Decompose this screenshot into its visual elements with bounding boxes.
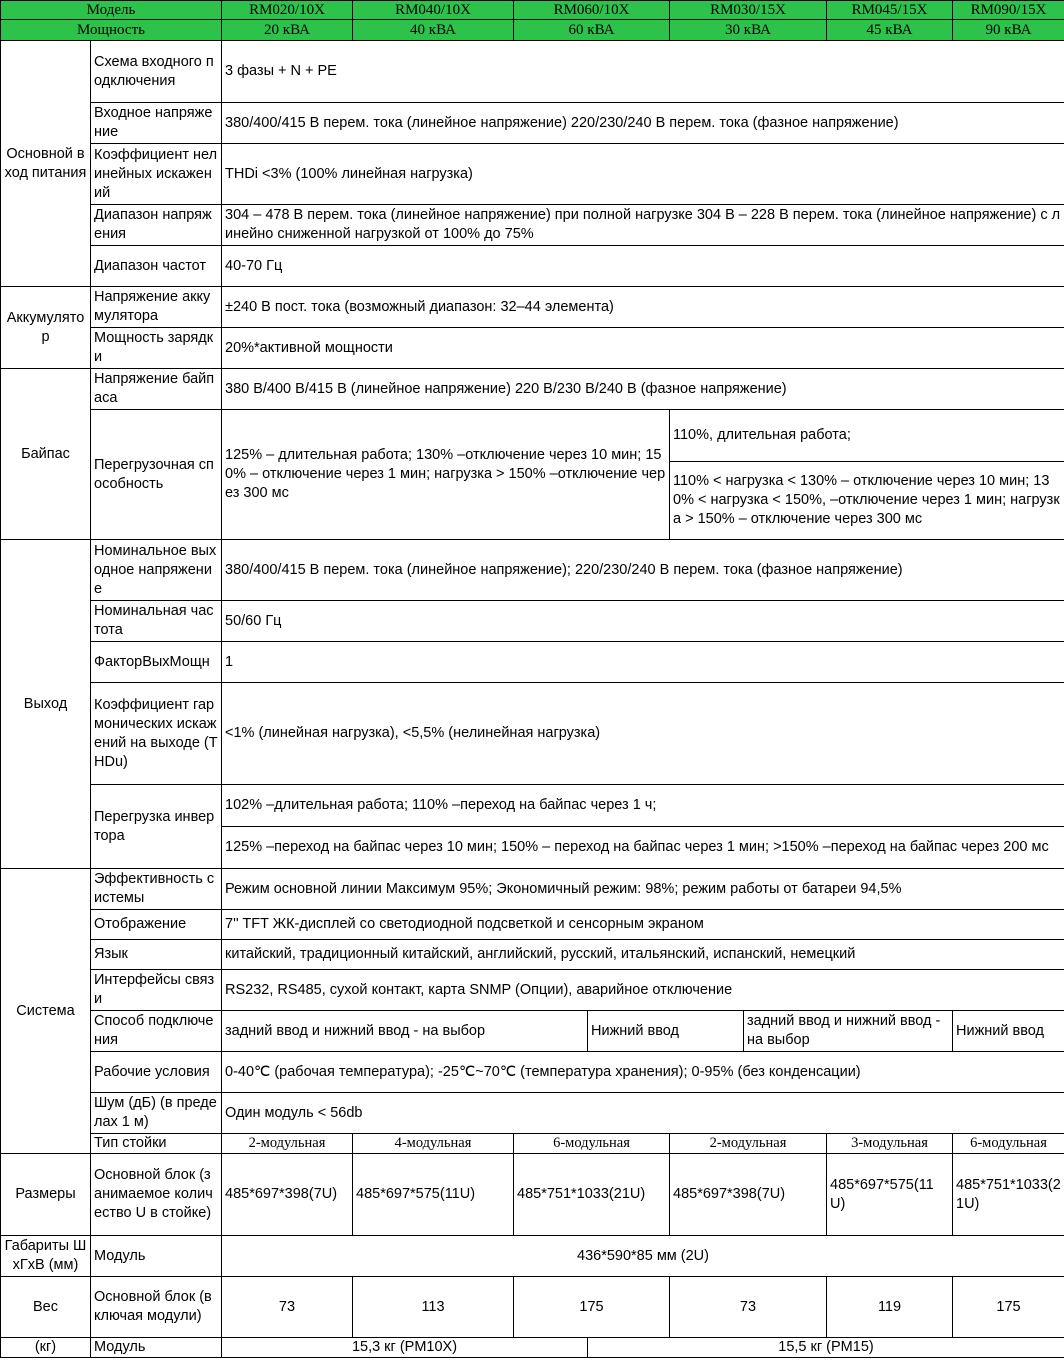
group-dimensions: Размеры (1, 1154, 91, 1236)
param-label: Напряжение байпаса (91, 369, 222, 410)
model-name: RM060/10X (514, 1, 670, 20)
param-value: 304 – 478 В перем. тока (линейное напряжение) при полной нагрузке 304 В – 228 В перем. тока (линейное напряжение) с линейно сниженной нагрузкой от 100% до 75% (222, 205, 1064, 246)
group-input: Основной вход питания (1, 41, 91, 287)
weight-value: 119 (827, 1277, 953, 1338)
param-label: Номинальная частота (91, 601, 222, 642)
param-label: Диапазон напряжения (91, 205, 222, 246)
table-row (1, 287, 1064, 328)
param-value: 0-40℃ (рабочая температура); -25℃~70℃ (температура хранения); 0-95% (без конденсации) (222, 1052, 1064, 1093)
param-value: Режим основной линии Максимум 95%; Экономичный режим: 98%; режим работы от батареи 94,5% (222, 869, 1064, 910)
group-weight: Вес (1, 1277, 91, 1338)
table-row (1, 601, 1064, 642)
param-value: Нижний ввод (588, 1011, 744, 1052)
param-value: THDi <3% (100% линейная нагрузка) (222, 144, 1064, 205)
dimension-value: 485*697*575(11U) (353, 1154, 514, 1236)
weight-value: 113 (353, 1277, 514, 1338)
table-row (1, 1154, 1064, 1236)
power-label: Мощность (1, 20, 222, 41)
table-row (1, 103, 1064, 144)
param-value: 380 В/400 В/415 В (линейное напряжение) 220 В/230 В/240 В (фазное напряжение) (222, 369, 1064, 410)
power-value: 60 кВА (514, 20, 670, 41)
param-value: 3 фазы + N + PE (222, 41, 1064, 103)
table-row (1, 785, 1064, 827)
model-name: RM040/10X (353, 1, 514, 20)
rack-value: 2-модульная (222, 1134, 353, 1154)
power-value: 30 кВА (670, 20, 827, 41)
weight-value: 73 (670, 1277, 827, 1338)
power-value: 40 кВА (353, 20, 514, 41)
param-label: Способ подключения (91, 1011, 222, 1052)
dimension-value: 485*697*398(7U) (670, 1154, 827, 1236)
model-name: RM030/15X (670, 1, 827, 20)
group-output: Выход (1, 540, 91, 869)
table-row (1, 1052, 1064, 1093)
table-row (1, 205, 1064, 246)
power-value: 45 кВА (827, 20, 953, 41)
param-value: 15,5 кг (PM15) (588, 1338, 1064, 1358)
weight-value: 73 (222, 1277, 353, 1338)
param-value: 110% < нагрузка < 130% – отключение через 10 мин; 130% < нагрузка < 150%, –отключение через 1 мин; нагрузка > 150% – отключение через 300 мс (670, 462, 1064, 540)
table-row (1, 1338, 1064, 1358)
dimension-value: 485*697*575(11U) (827, 1154, 953, 1236)
table-row (1, 41, 1064, 103)
param-value: 125% –переход на байпас через 10 мин; 150% – переход на байпас через 1 мин; >150% –переход на байпас через 200 мс (222, 827, 1064, 869)
param-label: Отображение (91, 910, 222, 940)
param-value: 436*590*85 мм (2U) (222, 1236, 1064, 1277)
param-value: 20%*активной мощности (222, 328, 1064, 369)
dimension-value: 485*751*1033(21U) (514, 1154, 670, 1236)
param-label: Модуль (91, 1236, 222, 1277)
param-value: 7'' TFT ЖК-дисплей со светодиодной подсветкой и сенсорным экраном (222, 910, 1064, 940)
group-dimensions-units: Габариты ШхГхВ (мм) (1, 1236, 91, 1277)
table-row (1, 683, 1064, 785)
param-label: Напряжение аккумулятора (91, 287, 222, 328)
group-bypass: Байпас (1, 369, 91, 540)
model-name: RM045/15X (827, 1, 953, 20)
table-row (1, 940, 1064, 970)
param-value: <1% (линейная нагрузка), <5,5% (нелинейная нагрузка) (222, 683, 1064, 785)
param-label: Входное напряжение (91, 103, 222, 144)
param-value: 15,3 кг (PM10X) (222, 1338, 588, 1358)
model-name: RM090/15X (953, 1, 1064, 20)
param-value: ±240 В пост. тока (возможный диапазон: 32–44 элемента) (222, 287, 1064, 328)
dimension-value: 485*751*1033(21U) (953, 1154, 1064, 1236)
table-row (1, 1134, 1064, 1154)
weight-value: 175 (953, 1277, 1064, 1338)
table-row (1, 369, 1064, 410)
group-battery: Аккумулятор (1, 287, 91, 369)
table-row (1, 410, 1064, 462)
param-label: ФакторВыхМощн (91, 642, 222, 683)
param-label: Модуль (91, 1338, 222, 1358)
rack-value: 6-модульная (514, 1134, 670, 1154)
power-value: 20 кВА (222, 20, 353, 41)
param-value: 110%, длительная работа; (670, 410, 1064, 462)
model-label: Модель (1, 1, 222, 20)
table-row (1, 970, 1064, 1011)
param-label: Шум (дБ) (в пределах 1 м) (91, 1093, 222, 1134)
param-label: Мощность зарядки (91, 328, 222, 369)
group-weight-units: (кг) (1, 1338, 91, 1358)
param-label: Перегрузочная способность (91, 410, 222, 540)
table-row (1, 144, 1064, 205)
param-value: 380/400/415 В перем. тока (линейное напряжение) 220/230/240 В перем. тока (фазное напряжение) (222, 103, 1064, 144)
table-row (1, 869, 1064, 910)
param-value: Один модуль < 56db (222, 1093, 1064, 1134)
param-value: 1 (222, 642, 1064, 683)
param-label: Эффективность системы (91, 869, 222, 910)
param-label: Коэффициент нелинейных искажений (91, 144, 222, 205)
param-value: 50/60 Гц (222, 601, 1064, 642)
param-label: Перегрузка инвертора (91, 785, 222, 869)
table-row (1, 328, 1064, 369)
param-label: Язык (91, 940, 222, 970)
rack-value: 4-модульная (353, 1134, 514, 1154)
param-value: задний ввод и нижний ввод - на выбор (744, 1011, 953, 1052)
param-value: 380/400/415 В перем. тока (линейное напряжение); 220/230/240 В перем. тока (фазное напряжение) (222, 540, 1064, 601)
param-label: Рабочие условия (91, 1052, 222, 1093)
rack-value: 3-модульная (827, 1134, 953, 1154)
power-value: 90 кВА (953, 20, 1064, 41)
weight-value: 175 (514, 1277, 670, 1338)
rack-value: 6-модульная (953, 1134, 1064, 1154)
param-value: 102% –длительная работа; 110% –переход на байпас через 1 ч; (222, 785, 1064, 827)
table-row (1, 1011, 1064, 1052)
param-label: Основной блок (включая модули) (91, 1277, 222, 1338)
table-row (1, 1277, 1064, 1338)
param-label: Номинальное выходное напряжение (91, 540, 222, 601)
param-value: задний ввод и нижний ввод - на выбор (222, 1011, 588, 1052)
table-row (1, 540, 1064, 601)
table-row (1, 642, 1064, 683)
model-row (1, 1, 1064, 20)
param-value: 125% – длительная работа; 130% –отключение через 10 мин; 150% – отключение через 1 мин; нагрузка > 150% –отключение через 300 мс (222, 410, 670, 540)
param-value: китайский, традиционный китайский, английский, русский, итальянский, испанский, немецкий (222, 940, 1064, 970)
model-name: RM020/10X (222, 1, 353, 20)
table-row (1, 246, 1064, 287)
param-label: Интерфейсы связи (91, 970, 222, 1011)
param-label: Тип стойки (91, 1134, 222, 1154)
param-label: Основной блок (занимаемое количество U в стойке) (91, 1154, 222, 1236)
param-value: Нижний ввод (953, 1011, 1064, 1052)
param-value: RS232, RS485, сухой контакт, карта SNMP (Опции), аварийное отключение (222, 970, 1064, 1011)
param-value: 40-70 Гц (222, 246, 1064, 287)
table-row (1, 910, 1064, 940)
param-label: Схема входного подключения (91, 41, 222, 103)
power-row (1, 20, 1064, 41)
table-row (1, 1093, 1064, 1134)
dimension-value: 485*697*398(7U) (222, 1154, 353, 1236)
param-label: Коэффициент гармонических искажений на выходе (THDu) (91, 683, 222, 785)
rack-value: 2-модульная (670, 1134, 827, 1154)
param-label: Диапазон частот (91, 246, 222, 287)
table-row (1, 1236, 1064, 1277)
group-system: Система (1, 869, 91, 1154)
